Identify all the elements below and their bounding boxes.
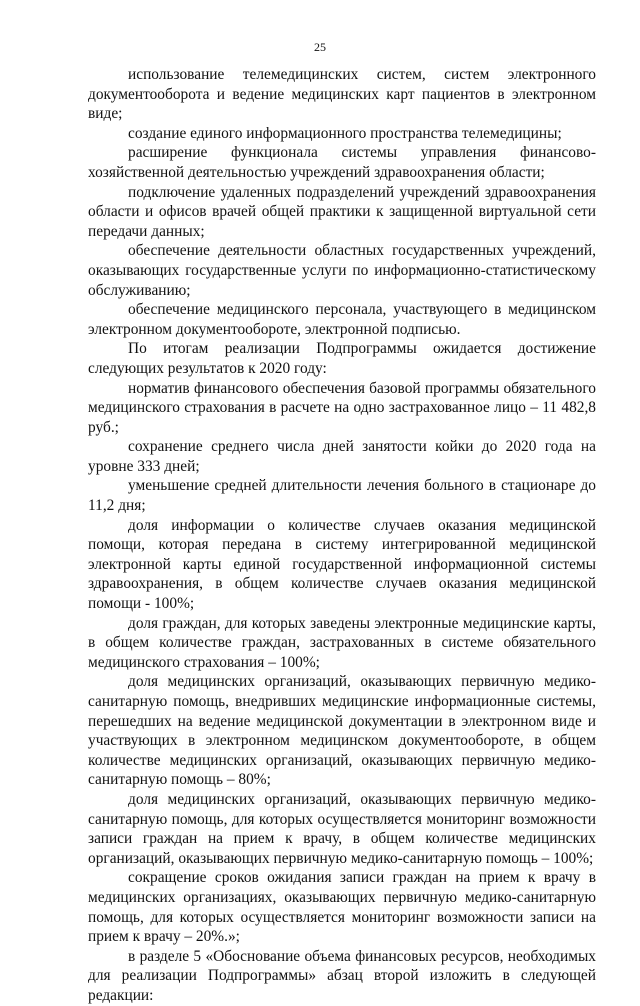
paragraph-10: уменьшение средней длительности лечения больного в стационаре до 11,2 дня; — [88, 477, 596, 515]
body-text — [88, 65, 596, 1006]
paragraph-8: норматив финансового обеспечения базовой программы обязательного медицинского страхования в расчете на одно застрахованное лицо – 11 482,8 руб.; — [88, 379, 596, 436]
paragraph-11: доля информации о количестве случаев оказания медицинской помощи, которая передана в систему интегрированной медицинской электронной карты единой государственной информационной системы здравоохранения, в общем количестве случаев оказания медицинской помощи - 100%; — [88, 516, 596, 613]
paragraph-1: использование телемедицинских систем, систем электронного документооборота и ведение медицинских карт пациентов в электронном виде; — [88, 66, 596, 123]
paragraph-16: в разделе 5 «Обоснование объема финансовых ресурсов, необходимых для реализации Подпрограммы» абзац второй изложить в следующей редакции: — [88, 947, 596, 1004]
paragraph-15: сокращение сроков ожидания записи граждан на прием к врачу в медицинских организациях, оказывающих первичную медико-санитарную помощь, для которых осуществляется мониторинг возможности записи на прием к врачу – 20%.»; — [88, 869, 596, 946]
paragraph-9: сохранение среднего числа дней занятости койки до 2020 года на уровне 333 дней; — [88, 438, 596, 475]
paragraph-7: По итогам реализации Подпрограммы ожидается достижение следующих результатов к 2020 году: — [88, 340, 596, 377]
paragraph-3: расширение функционала системы управления финансово-хозяйственной деятельностью учреждений здравоохранения области; — [88, 144, 596, 181]
paragraph-6: обеспечение медицинского персонала, участвующего в медицинском электронном документообороте, электронной подписью. — [88, 301, 596, 338]
paragraph-12: доля граждан, для которых заведены электронные медицинские карты, в общем количестве граждан, застрахованных в системе обязательного медицинского страхования – 100%; — [88, 614, 596, 671]
page-number: 25 — [314, 40, 326, 54]
paragraph-4: подключение удаленных подразделений учреждений здравоохранения области и офисов врачей общей практики к защищенной виртуальной сети передачи данных; — [88, 183, 596, 240]
paragraph-5: обеспечение деятельности областных государственных учреждений, оказывающих государственные услуги по информационно-статистическому обслуживанию; — [88, 242, 596, 299]
paragraph-2: создание единого информационного пространства телемедицины; — [128, 124, 562, 142]
paragraph-14: доля медицинских организаций, оказывающих первичную медико-санитарную помощь, для которых осуществляется мониторинг возможности записи граждан на прием к врачу, в общем количестве медицинских организаций, оказывающих первичную медико-санитарную помощь – 100%; — [88, 790, 596, 867]
paragraph-13: доля медицинских организаций, оказывающих первичную медико-санитарную помощь, внедривших медицинские информационные системы, перешедших на ведение медицинской документации в электронном виде и участвующих в электронном медицинском документообороте, в общем количестве медицинских организаций, оказывающих первичную медико-санитарную помощь – 80%; — [88, 673, 596, 789]
